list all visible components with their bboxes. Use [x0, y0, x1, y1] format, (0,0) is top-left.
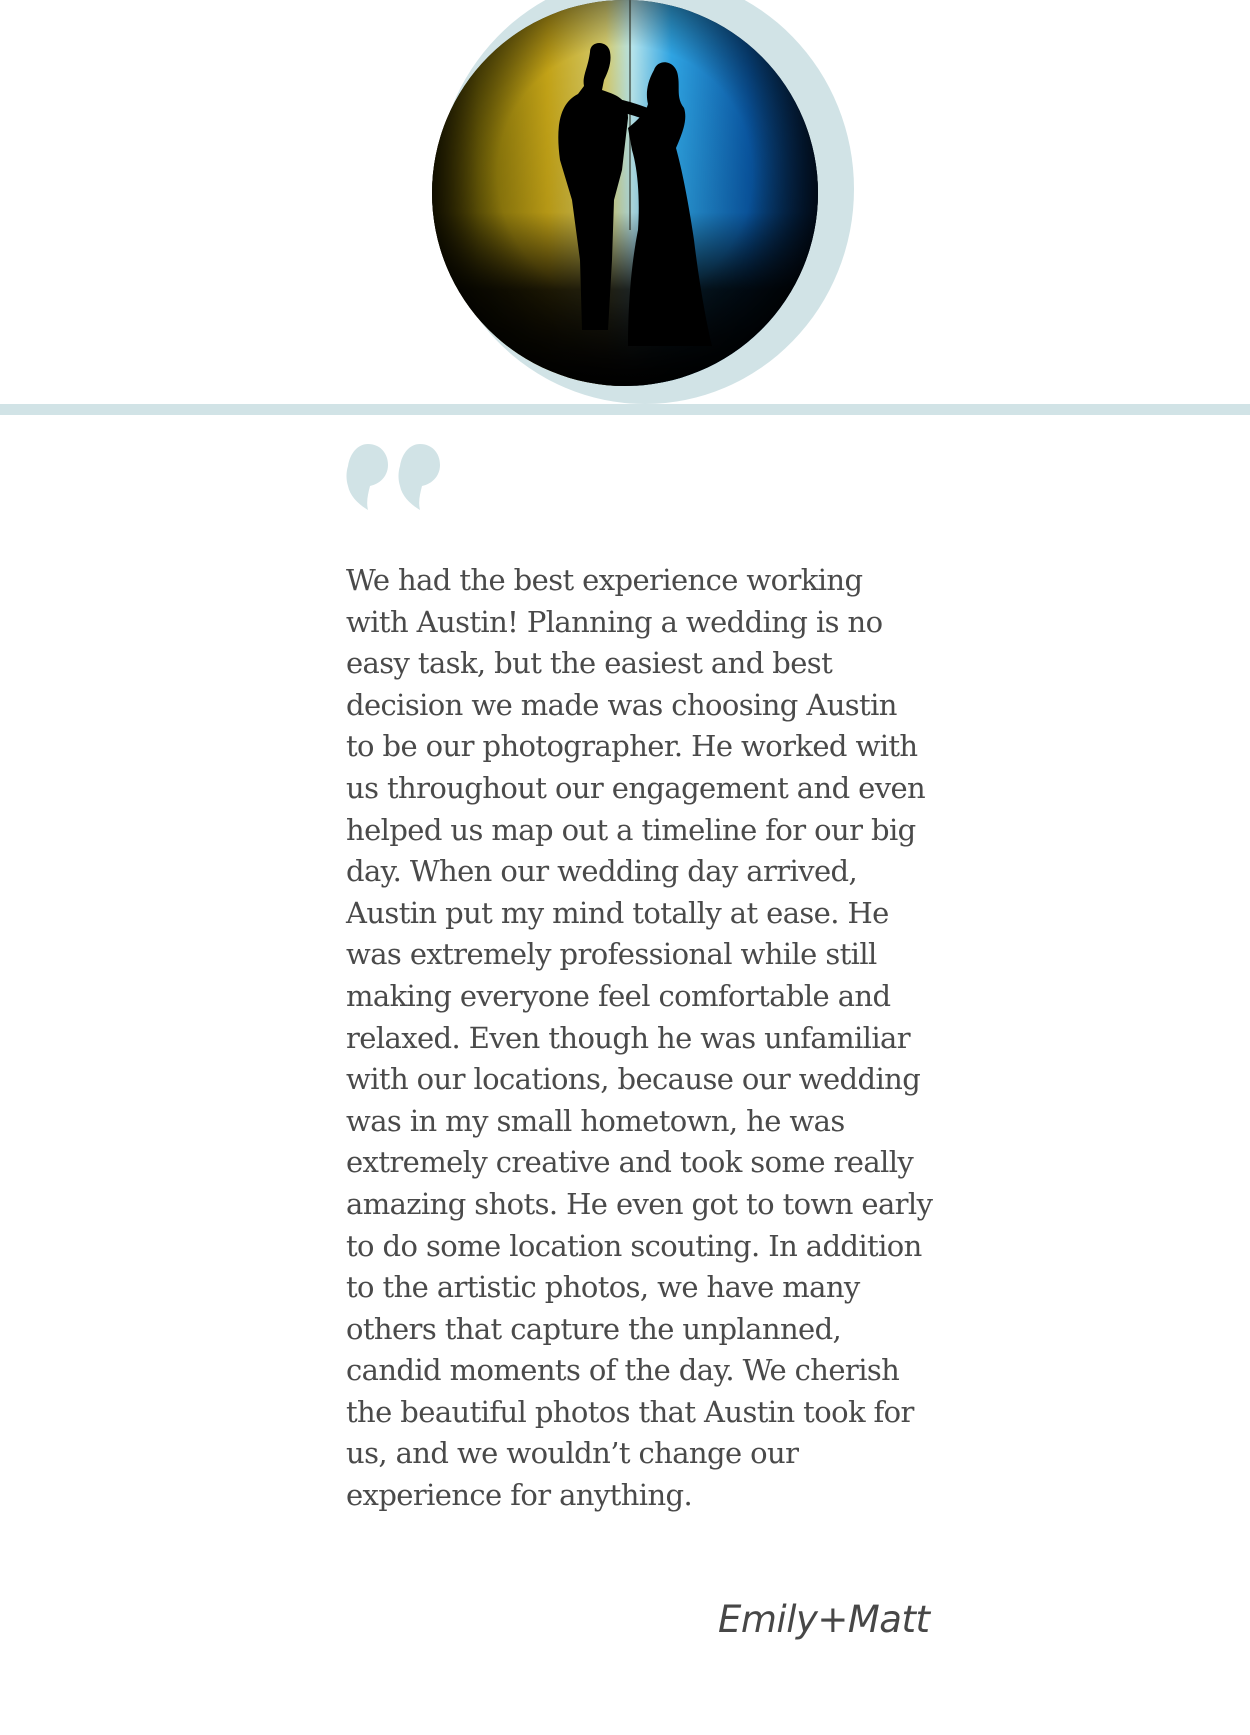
couple-photo — [432, 0, 818, 386]
horizontal-divider — [0, 404, 1250, 415]
couple-silhouette-image — [432, 0, 818, 386]
quote-mark-icon — [346, 444, 446, 510]
testimonial-text: We had the best experience working with Austin! Planning a wedding is no easy task, but the easiest and best decision we made was choosing Austin to be our photographer. He worked with us throughout our engagement and even helped us map out a timeline for our big day. When our wedding day arrived, Austin put my mind totally at ease. He was extremely professional while still making everyone feel comfortable and relaxed. Even though he was unfamiliar with our locations, because our wedding was in my small hometown, he was extremely creative and took some really amazing shots. He even got to town early to do some location scouting. In addition to the artistic photos, we have many others that capture the unplanned, candid moments of the day. We cherish the beautiful photos that Austin took for us, and we wouldn’t change our experience for anything. — [346, 563, 933, 1513]
signature: Emily+Matt — [718, 1598, 930, 1641]
